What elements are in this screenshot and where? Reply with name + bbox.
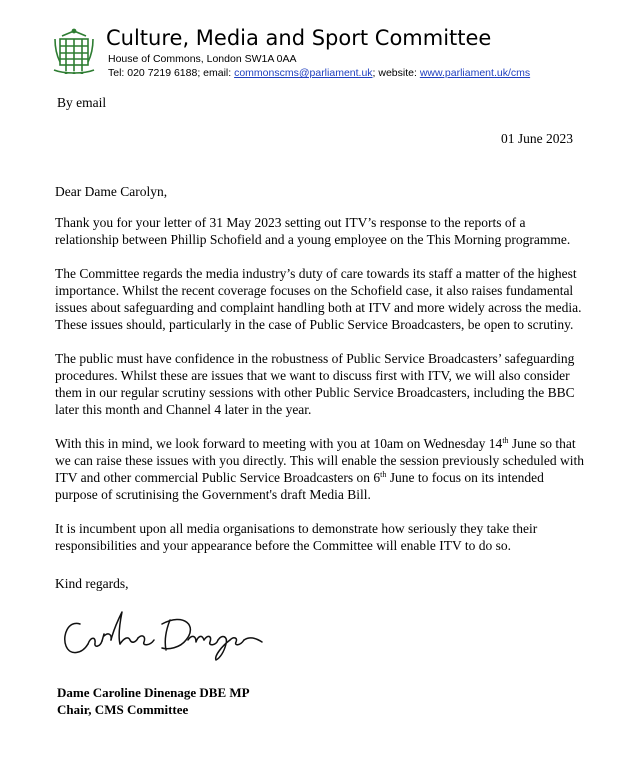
committee-name: Culture, Media and Sport Committee xyxy=(106,26,492,50)
delivery-method: By email xyxy=(57,95,107,110)
paragraph-2: The Committee regards the media industry’s duty of care towards its staff a matter of the highest importance. Whilst the recent coverage focuses on the Schofield case, it also raises fundamental issues about safeguarding and complaint handling both at ITV and more widely across the media. These issues should, particularly in the case of Public Service Broadcasters, be open to scrutiny. xyxy=(55,266,582,332)
email-link[interactable]: commonscms@parliament.uk xyxy=(234,67,373,79)
letter-date: 01 June 2023 xyxy=(501,131,573,146)
paragraph-4-text: June so that we can raise these issues with you directly. This will enable the session previously scheduled with ITV and other commercial Public Service Broadcasters on 6 xyxy=(55,436,585,485)
committee-address: House of Commons, London SW1A 0AA xyxy=(108,53,297,65)
paragraph-4-text: June to focus on its intended purpose of scrutinising the Government's draft Media Bill. xyxy=(55,470,544,502)
letter-body xyxy=(55,214,585,571)
ordinal-suffix: th xyxy=(502,436,509,445)
valediction: Kind regards, xyxy=(55,576,129,591)
website-label: ; website: xyxy=(372,67,420,79)
ordinal-suffix: th xyxy=(380,470,387,479)
paragraph-3: The public must have confidence in the robustness of Public Service Broadcasters’ safeguarding procedures. Whilst these are issues that we want to discuss first with ITV, we will also consider them in our regular scrutiny sessions with other Public Service Broadcasters, including the BBC later this month and Channel 4 later in the year. xyxy=(55,351,575,417)
handwritten-signature xyxy=(58,606,290,662)
paragraph-4 xyxy=(55,435,585,503)
paragraph-4-text: With this in mind, we look forward to meeting with you at 10am on Wednesday 14 xyxy=(55,436,503,451)
signatory-name: Dame Caroline Dinenage DBE MP xyxy=(57,685,250,700)
salutation: Dear Dame Carolyn, xyxy=(55,184,168,199)
signatory-title: Chair, CMS Committee xyxy=(57,702,189,717)
website-link[interactable]: www.parliament.uk/cms xyxy=(419,67,531,79)
contact-line xyxy=(108,66,530,80)
telephone-label: Tel: 020 7219 6188; email: xyxy=(108,67,235,79)
paragraph-1: Thank you for your letter of 31 May 2023 setting out ITV’s response to the reports of a relationship between Phillip Schofield and a young employee on the This Morning programme. xyxy=(55,215,571,247)
paragraph-5: It is incumbent upon all media organisations to demonstrate how seriously they take their responsibilities and your appearance before the Committee will enable ITV to do so. xyxy=(55,521,538,553)
portcullis-icon xyxy=(52,28,96,76)
